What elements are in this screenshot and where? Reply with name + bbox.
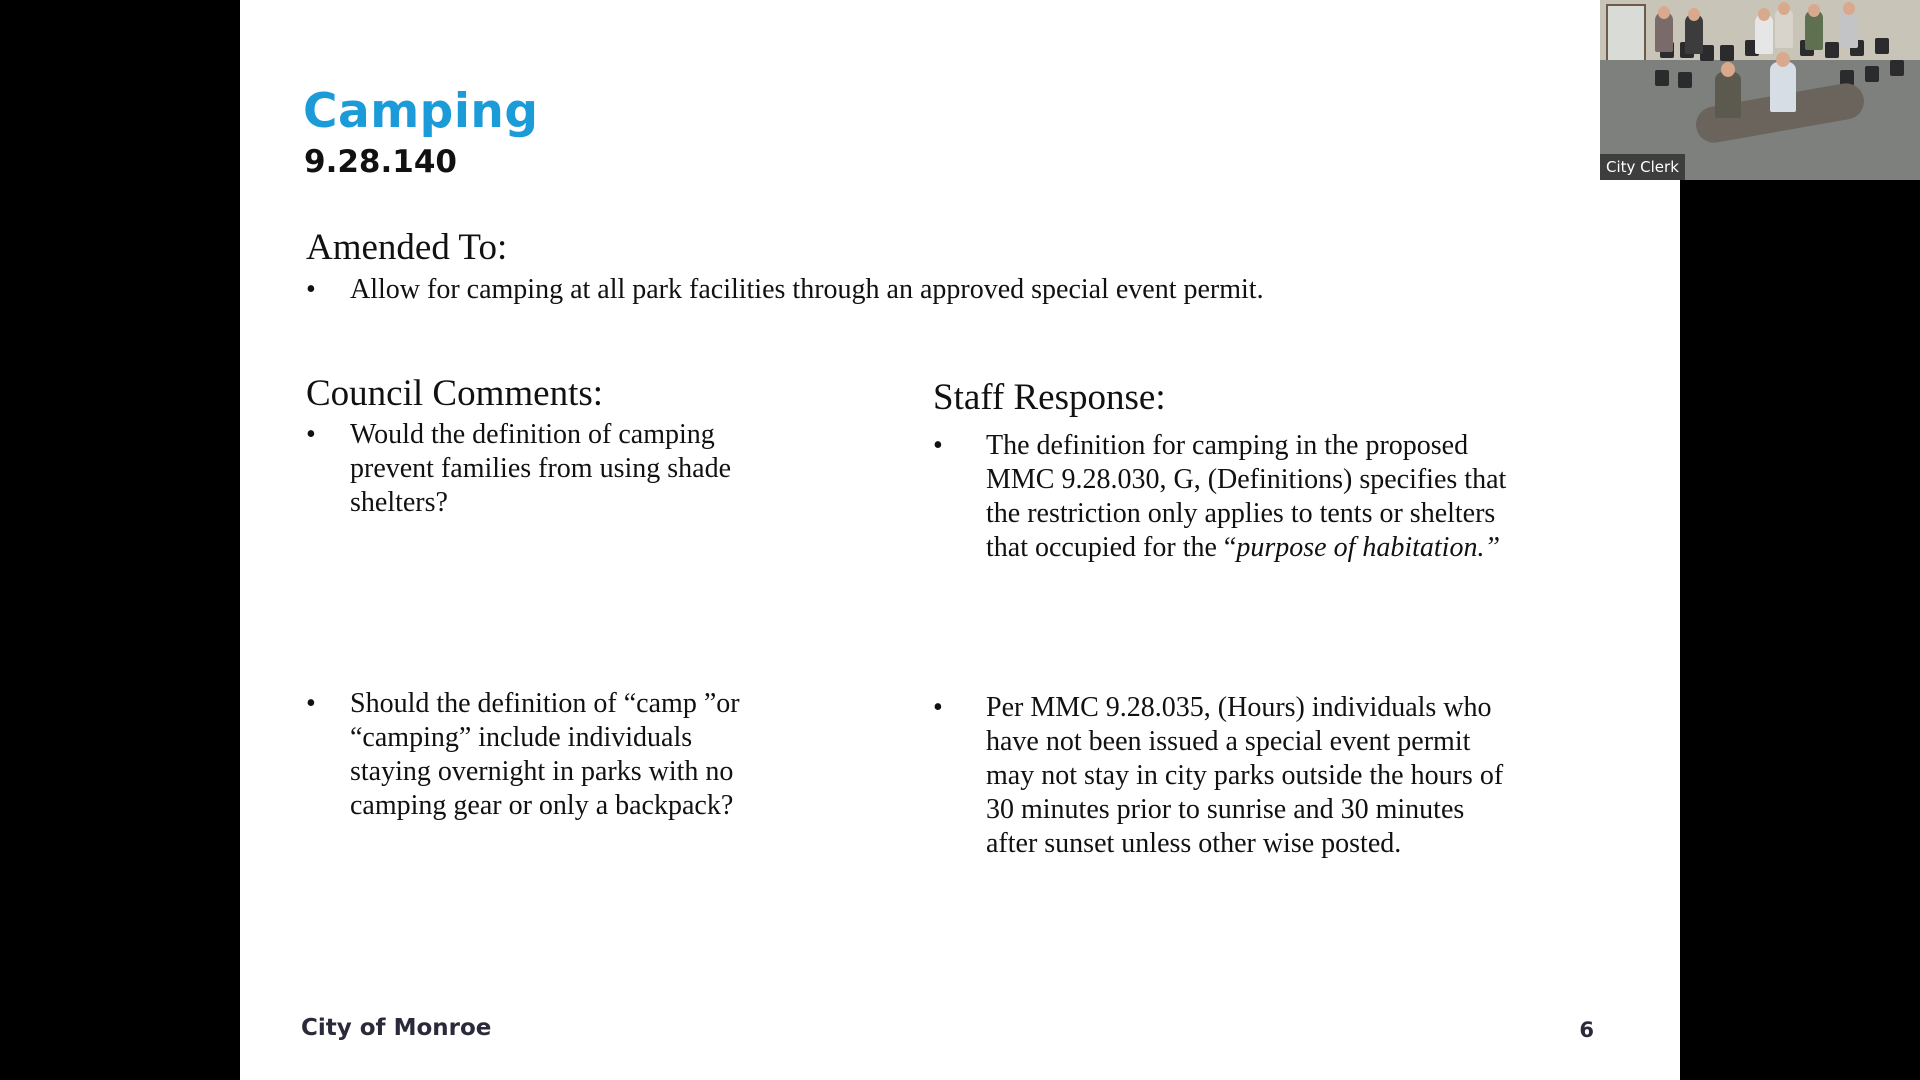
response-line: Per MMC 9.28.035, (Hours) individuals who: [986, 692, 1492, 723]
response-line: The definition for camping in the proposed: [986, 430, 1469, 461]
response-line-last: [986, 531, 1586, 565]
presentation-slide: [240, 0, 1680, 1080]
staff-member: [1770, 62, 1796, 112]
staff-response-1: [933, 429, 1593, 569]
chair: [1720, 45, 1734, 61]
bullet-dot: •: [933, 430, 943, 461]
comment-line: prevent families from using shade: [350, 453, 732, 484]
amended-heading: Amended To:: [306, 227, 508, 268]
response-italic: purpose of habitation.”: [1236, 532, 1501, 563]
audience-head: [1843, 2, 1855, 15]
chair: [1678, 72, 1692, 88]
comment-line: Should the definition of “camp ”or: [350, 688, 740, 719]
bullet-dot: •: [306, 419, 316, 450]
bullet-dot: •: [306, 274, 316, 305]
council-comment-1: [306, 418, 866, 528]
comment-line: “camping” include individuals: [350, 722, 693, 753]
audience-head: [1658, 6, 1670, 19]
staff-response-2: [933, 691, 1593, 866]
amended-text: Allow for camping at all park facilities through an approved special event permit.: [350, 274, 1264, 305]
response-line: the restriction only applies to tents or shelters: [986, 498, 1496, 529]
audience-head: [1778, 2, 1790, 15]
audience-head: [1688, 8, 1700, 21]
audience-head: [1758, 8, 1770, 21]
chair: [1655, 70, 1669, 86]
slide-subtitle: 9.28.140: [304, 144, 457, 180]
chair: [1825, 42, 1839, 58]
bullet-dot: •: [306, 688, 316, 719]
staff-head: [1721, 62, 1735, 77]
slide-title: Camping: [303, 84, 539, 139]
page-number: 6: [1579, 1018, 1594, 1042]
comment-line: Would the definition of camping: [350, 419, 715, 450]
chair: [1890, 60, 1904, 76]
comment-line: shelters?: [350, 487, 448, 518]
staff-member: [1715, 72, 1741, 118]
staff-heading: Staff Response:: [933, 377, 1166, 418]
bullet-dot: •: [933, 692, 943, 723]
video-feed-thumbnail[interactable]: [1600, 0, 1920, 180]
footer-organization: City of Monroe: [301, 1015, 492, 1041]
chair: [1875, 38, 1889, 54]
response-line: MMC 9.28.030, G, (Definitions) specifies that: [986, 464, 1507, 495]
video-participant-label: City Clerk: [1600, 154, 1685, 180]
chair: [1865, 66, 1879, 82]
amended-bullet: [306, 273, 1606, 307]
response-line: 30 minutes prior to sunrise and 30 minutes: [986, 794, 1465, 825]
comment-line: staying overnight in parks with no: [350, 756, 734, 787]
council-heading: Council Comments:: [306, 373, 604, 414]
response-line: after sunset unless other wise posted.: [986, 828, 1402, 859]
response-prefix: that occupied for the “: [986, 532, 1237, 563]
audience-head: [1808, 4, 1820, 17]
comment-line: camping gear or only a backpack?: [350, 790, 734, 821]
staff-head: [1776, 52, 1790, 67]
room-window: [1606, 4, 1646, 68]
response-line: may not stay in city parks outside the hours of: [986, 760, 1504, 791]
response-line: have not been issued a special event permit: [986, 726, 1471, 757]
council-comment-2: [306, 687, 866, 827]
